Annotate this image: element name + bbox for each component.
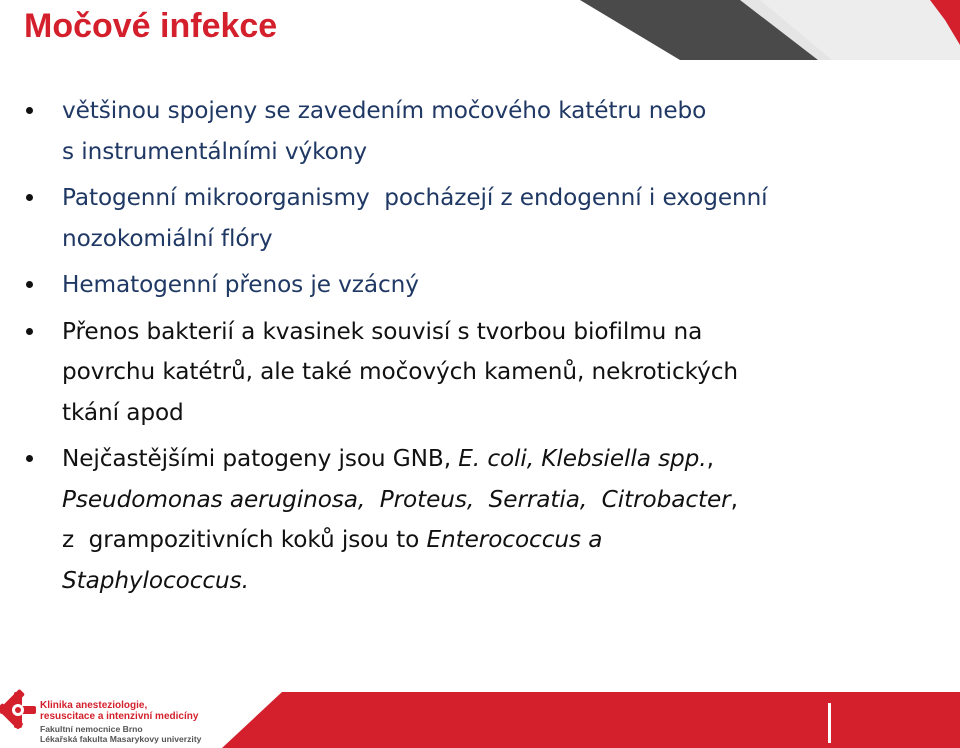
bullet-catheter [22,91,922,172]
bullet-text: s instrumentálními výkony [62,137,367,165]
bullet-text: , [706,445,714,472]
bullet-text: většinou spojeny se zavedením močového katétru nebo [62,97,707,124]
bullet-hematogenous [22,265,922,306]
bullet-text: povrchu katétrů, ale také močových kamenů, nekrotických [62,358,738,385]
slide-title: Močové infekce [24,7,278,45]
footer-hospital-name: Fakultní nemocnice Brno [40,724,143,734]
bullet-text: z grampozitivních koků jsou to [62,526,427,553]
bullet-list [22,91,922,607]
bullet-common-pathogens [22,439,922,601]
bullet-text-italic: E. coli, Klebsiella spp. [458,445,707,472]
bullet-text: tkání apod [62,398,184,426]
bullet-text-italic: Staphylococcus. [62,566,249,594]
footer-faculty-name: Lékařská fakulta Masarykovy univerzity [40,734,202,744]
footer-clinic-name-2: resuscitace a intenzivní medicíny [40,711,199,722]
bullet-text-italic: Enterococcus a [426,526,603,553]
bullet-text: Nejčastějšími patogeny jsou GNB, [62,445,459,472]
bullet-text-italic: Pseudomonas aeruginosa, Proteus, Serratia, Citrobacter [62,485,731,513]
footer-clinic-name: Klinika anesteziologie, [40,700,148,711]
bullet-text: Patogenní mikroorganismy pocházejí z endogenní i exogenní [62,184,768,211]
bullet-text: Přenos bakterií a kvasinek souvisí s tvorbou biofilmu na [62,317,703,345]
bullet-pathogens-origin [22,178,922,259]
bullet-text: , [730,485,738,513]
clinic-logo-icon [0,688,40,748]
bullet-biofilm [22,312,922,434]
bullet-text: nozokomiální flóry [62,224,273,252]
bullet-text: Hematogenní přenos je vzácný [62,271,419,298]
